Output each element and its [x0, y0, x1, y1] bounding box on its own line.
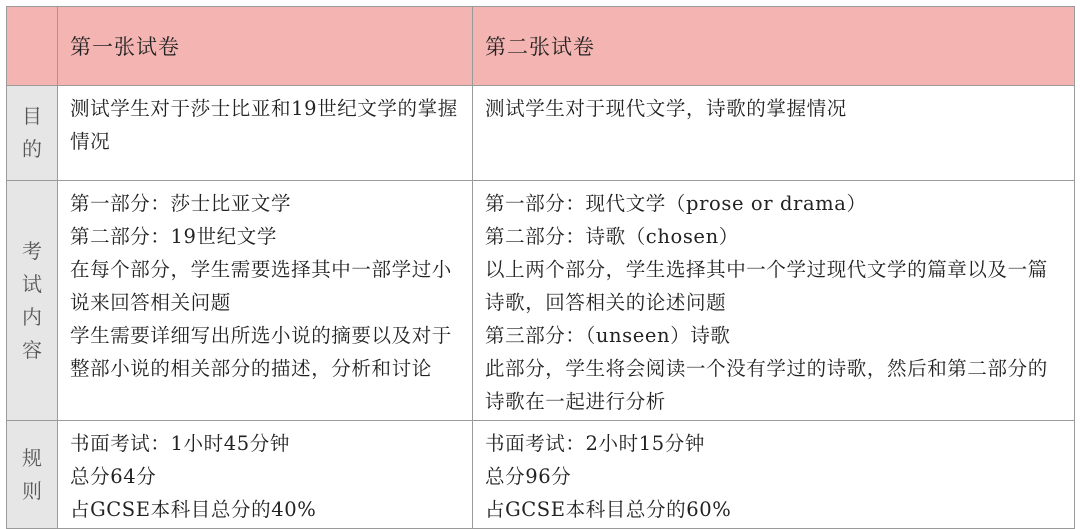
rules-paper-two: [473, 421, 1075, 529]
header-paper-two: 第二张试卷: [473, 7, 1075, 86]
content-line: 第二部分：19世纪文学: [70, 225, 277, 248]
header-paper-one: 第一张试卷: [58, 7, 473, 86]
rules-line: 总分96分: [485, 465, 572, 488]
row-purpose: [7, 86, 1075, 181]
content-line: 学生需要详细写出所选小说的摘要以及对于整部小说的相关部分的描述，分析和讨论: [70, 324, 452, 380]
content-paper-two: [473, 181, 1075, 421]
purpose-paper-one-text: 测试学生对于莎士比亚和19世纪文学的掌握情况: [70, 97, 458, 153]
row-label-text: 规则: [22, 445, 42, 503]
content-line: 在每个部分，学生需要选择其中一部学过小说来回答相关问题: [70, 258, 452, 314]
row-label-text: 考试内容: [22, 238, 42, 362]
rules-line: 书面考试：2小时15分钟: [485, 432, 705, 455]
row-rules: [7, 421, 1075, 529]
rules-line: 占GCSE本科目总分的60%: [485, 498, 732, 521]
rules-line: 占GCSE本科目总分的40%: [70, 498, 317, 521]
header-row: [7, 7, 1075, 86]
row-label-content: [7, 181, 58, 421]
purpose-paper-one: [58, 86, 473, 181]
purpose-paper-two: [473, 86, 1075, 181]
content-paper-one: [58, 181, 473, 421]
row-label-text: 目的: [22, 104, 42, 161]
corner-cell: [7, 7, 58, 86]
exam-comparison-table: [6, 6, 1075, 529]
content-line: 此部分，学生将会阅读一个没有学过的诗歌，然后和第二部分的诗歌在一起进行分析: [485, 357, 1048, 413]
rules-paper-one: [58, 421, 473, 529]
content-line: 第二部分：诗歌（chosen）: [485, 225, 739, 248]
row-label-rules: [7, 421, 58, 529]
content-line: 第一部分：现代文学（prose or drama）: [485, 192, 867, 215]
row-label-purpose: [7, 86, 58, 181]
content-line: 以上两个部分，学生选择其中一个学过现代文学的篇章以及一篇诗歌，回答相关的论述问题: [485, 258, 1048, 314]
rules-line: 书面考试：1小时45分钟: [70, 432, 290, 455]
purpose-paper-two-text: 测试学生对于现代文学，诗歌的掌握情况: [485, 97, 847, 120]
row-content: [7, 181, 1075, 421]
rules-line: 总分64分: [70, 465, 157, 488]
content-line: 第三部分：（unseen）诗歌: [485, 324, 731, 347]
content-line: 第一部分：莎士比亚文学: [70, 192, 292, 215]
